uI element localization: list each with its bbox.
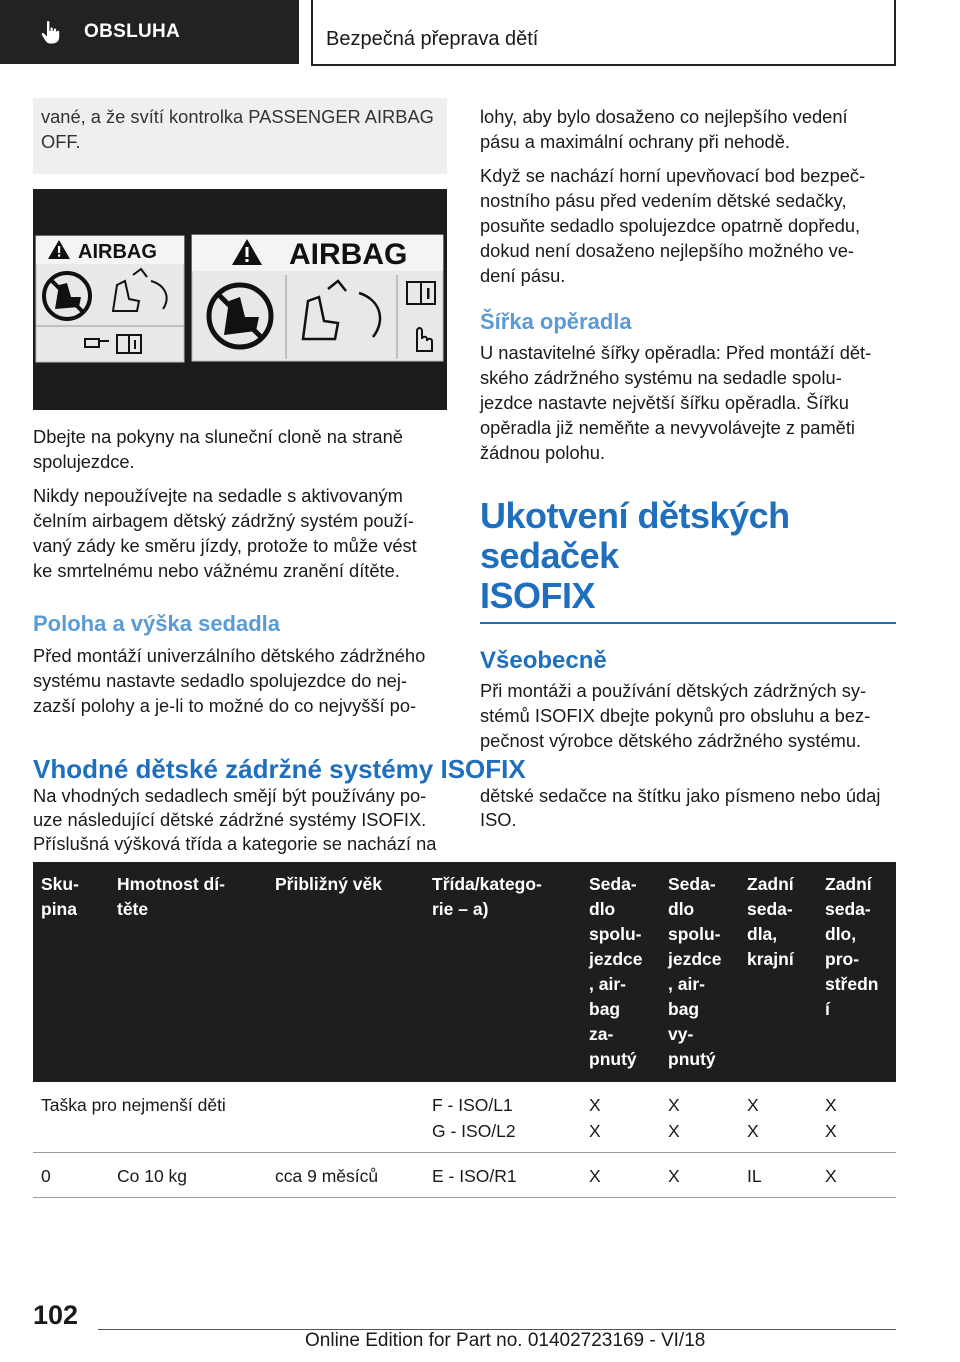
continued-note-box — [33, 98, 447, 174]
header-cell: Zadní seda- dlo, pro- středn í — [817, 862, 896, 1082]
sub-heading: Všeobecně — [480, 647, 607, 674]
hand-pointer-icon — [38, 19, 64, 45]
table-header-row — [33, 862, 896, 1082]
table-cell: X — [660, 1153, 739, 1198]
left-column — [33, 98, 447, 718]
header-cell: Seda- dlo spolu- jezdce , air- bag za- pnutý — [581, 862, 660, 1082]
table-cell: cca 9 měsíců — [267, 1153, 424, 1198]
right-column — [480, 98, 896, 753]
note-line: OFF. — [41, 131, 81, 152]
table-cell: IL — [739, 1153, 817, 1198]
body-line: U nastavitelné šířky opěradla: Před montáží dět- — [480, 342, 872, 363]
body-line: nostního pásu před vedením dětské sedačky, — [480, 190, 847, 211]
section-heading: Poloha a výška sedadla — [33, 611, 281, 636]
table-cell: X — [581, 1153, 660, 1198]
table-cell: X — [825, 1095, 837, 1115]
table-cell: X — [747, 1095, 759, 1115]
table-cell: X — [817, 1118, 896, 1153]
header-cell: Sku- pina — [33, 862, 109, 1082]
body-line: systému nastavte sedadlo spolujezdce do nej- — [33, 670, 407, 691]
table-cell: 0 — [33, 1153, 109, 1198]
body-line: dení pásu. — [480, 265, 566, 286]
body-line: žádnou polohu. — [480, 442, 606, 463]
header-cell: Seda- dlo spolu- jezdce , air- bag vy- pnutý — [660, 862, 739, 1082]
body-line: Před montáží univerzálního dětského zádržného — [33, 645, 426, 666]
table-cell — [33, 1118, 424, 1153]
body-line: stémů ISOFIX dbejte pokynů pro obsluhu a bez- — [480, 705, 871, 726]
table-row — [33, 1082, 896, 1118]
body-line: čelním airbagem dětský zádržný systém použí- — [33, 510, 415, 531]
table-cell: X — [660, 1118, 739, 1153]
table-cell: X — [739, 1118, 817, 1153]
table-cell: Co 10 kg — [109, 1153, 267, 1198]
figure-airbag-label-small: AIRBAG — [78, 241, 157, 263]
body-line: vaný zády ke směru jízdy, protože to může vést — [33, 535, 417, 556]
table-cell: E - ISO/R1 — [424, 1153, 581, 1198]
isofix-table — [33, 862, 896, 1198]
body-line: dokud není dosaženo nejlepšího možného ve- — [480, 240, 855, 261]
header-cell: Přibližný věk — [267, 862, 424, 1082]
body-line: ISO. — [480, 809, 517, 830]
header-cell: Třída/katego- rie – a) — [424, 862, 581, 1082]
lower-left-text — [33, 784, 447, 856]
page-title: Bezpečná přeprava dětí — [326, 28, 539, 50]
body-line: pečnost výrobce dětského zádržného systému. — [480, 730, 862, 751]
body-line: Na vhodných sedadlech smějí být používány po- — [33, 785, 427, 806]
lower-right-text — [480, 784, 896, 832]
body-line: zazší polohy a je-li to možné do co nejvyšší po- — [33, 695, 417, 716]
body-line: spolujezdce. — [33, 451, 135, 472]
header-cell: Zadní seda- dla, krajní — [739, 862, 817, 1082]
chapter-heading: ISOFIX — [480, 575, 596, 616]
body-line: Dbejte na pokyny na sluneční cloně na straně — [33, 426, 403, 447]
body-line: opěradla již neměňte a nevyvolávejte z paměti — [480, 417, 855, 438]
table-cell: X — [581, 1118, 660, 1153]
airbag-label-illustration — [33, 189, 447, 410]
body-line: Když se nachází horní upevňovací bod bezpeč- — [480, 165, 866, 186]
header-cell: Hmotnost dí- těte — [109, 862, 267, 1082]
table-cell: G - ISO/L2 — [424, 1118, 581, 1153]
table-cell: X — [668, 1095, 680, 1115]
isofix-systems-heading — [33, 754, 896, 784]
body-line: pásu a maximální ochrany při nehodě. — [480, 131, 790, 152]
body-line: Nikdy nepoužívejte na sedadle s aktivovaným — [33, 485, 403, 506]
note-line: vané, a že svítí kontrolka PASSENGER AIRBAG — [41, 106, 434, 127]
figure-airbag-label-large: AIRBAG — [289, 238, 408, 271]
section-heading: Šířka opěradla — [480, 309, 632, 334]
chapter-heading: Ukotvení dětských sedaček — [480, 495, 790, 576]
body-line: Při montáži a používání dětských zádržných sy- — [480, 680, 867, 701]
table-cell: Taška pro nejmenší děti — [41, 1095, 226, 1115]
table-row — [33, 1118, 896, 1153]
body-line: posuňte sedadlo spolujezdce opatrně dopředu, — [480, 215, 861, 236]
body-line: lohy, aby bylo dosaženo co nejlepšího vedení — [480, 106, 848, 127]
table-cell: X — [817, 1153, 896, 1198]
heading-text: Vhodné dětské zádržné systémy ISOFIX — [33, 754, 526, 784]
body-line: dětské sedačce na štítku jako písmeno nebo údaj — [480, 785, 881, 806]
table-cell: X — [589, 1095, 601, 1115]
table-row — [33, 1153, 896, 1198]
body-line: jezdce nastavte největší šířku opěradla. Šířku — [480, 392, 849, 413]
edition-footer: Online Edition for Part no. 01402723169 - VI/18 — [305, 1330, 706, 1351]
body-line: ského zádržného systému na sedadle spolu- — [480, 367, 842, 388]
airbag-warning-label-figure — [33, 189, 447, 410]
table-cell: F - ISO/L1 — [432, 1095, 513, 1115]
section-label: OBSLUHA — [84, 21, 181, 42]
body-line: ke smrtelnému nebo vážnému zranění dítěte. — [33, 560, 400, 581]
section-tab — [0, 0, 299, 64]
body-line: Příslušná výšková třída a kategorie se nachází na — [33, 833, 437, 854]
body-line: uze následující dětské zádržné systémy ISOFIX. — [33, 809, 427, 830]
page-number: 102 — [33, 1300, 79, 1330]
